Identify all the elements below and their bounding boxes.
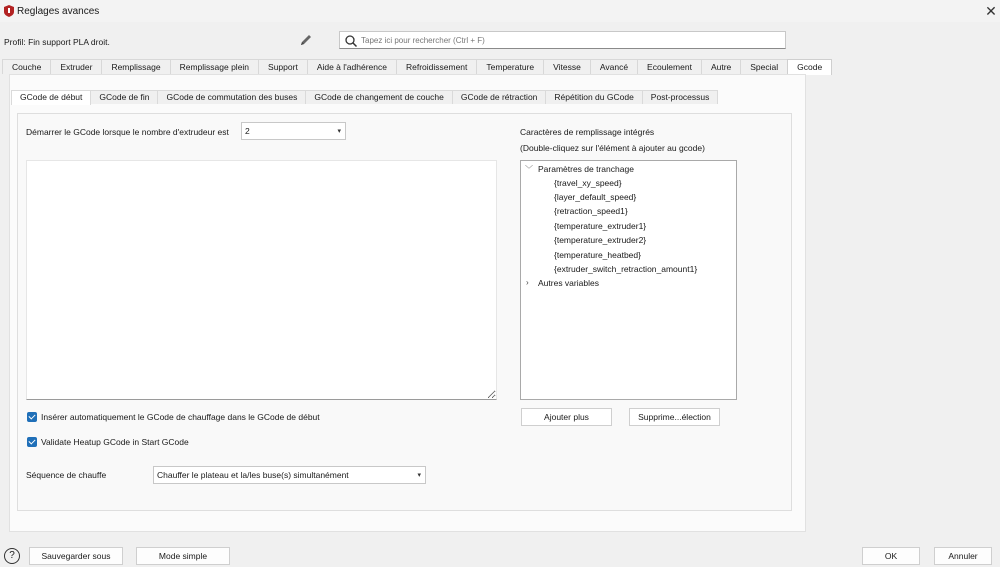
placeholders-hint: (Double-cliquez sur l'élément à ajouter au gcode) <box>520 143 705 153</box>
chevron-down-icon[interactable]: ﹀ <box>525 165 533 174</box>
tab-autre[interactable]: Autre <box>701 59 741 74</box>
tab-remplissage[interactable]: Remplissage <box>101 59 170 74</box>
extruder-count-value: 2 <box>245 126 250 136</box>
tree-item[interactable]: {temperature_extruder2} <box>554 235 647 245</box>
tree-item[interactable]: {extruder_switch_retraction_amount1} <box>554 264 698 274</box>
tab-gcode-commutation[interactable]: GCode de commutation des buses <box>157 90 306 104</box>
placeholders-title: Caractères de remplissage intégrés <box>520 127 655 137</box>
tab-ecoulement[interactable]: Ecoulement <box>637 59 702 74</box>
auto-insert-checkbox[interactable] <box>27 412 37 422</box>
help-icon[interactable]: ? <box>4 548 20 564</box>
search-box[interactable] <box>339 31 786 49</box>
search-icon <box>344 34 358 48</box>
settings-tab-bar <box>2 59 831 74</box>
heat-sequence-select[interactable] <box>153 466 426 484</box>
pencil-icon[interactable] <box>298 32 314 48</box>
ok-button[interactable]: OK <box>862 547 920 565</box>
tab-gcode-fin[interactable]: GCode de fin <box>90 90 158 104</box>
close-icon[interactable]: ✕ <box>985 3 997 19</box>
dropdown-arrow-icon: ▾ <box>417 472 421 479</box>
extruder-count-select[interactable] <box>241 122 346 140</box>
tab-vitesse[interactable]: Vitesse <box>543 59 591 74</box>
tab-gcode[interactable]: Gcode <box>787 59 832 75</box>
tab-refroidissement[interactable]: Refroidissement <box>396 59 477 74</box>
tab-extruder[interactable]: Extruder <box>50 59 102 74</box>
app-icon <box>4 5 14 17</box>
heat-sequence-value: Chauffer le plateau et la/les buse(s) simultanément <box>157 470 349 480</box>
auto-insert-label: Insérer automatiquement le GCode de chauffage dans le GCode de début <box>41 412 320 422</box>
tree-item[interactable]: {temperature_heatbed} <box>554 250 641 260</box>
tab-repetition-gcode[interactable]: Répétition du GCode <box>545 90 642 104</box>
heat-sequence-label: Séquence de chauffe <box>26 470 107 480</box>
tab-gcode-retraction[interactable]: GCode de rétraction <box>452 90 547 104</box>
profile-label: Profil: Fin support PLA droit. <box>4 37 110 47</box>
validate-heatup-checkbox[interactable] <box>27 437 37 447</box>
extruder-count-label: Démarrer le GCode lorsque le nombre d'extrudeur est <box>26 127 229 137</box>
dropdown-arrow-icon: ▾ <box>337 128 341 135</box>
window-title: Reglages avances <box>17 6 100 17</box>
tree-group-other[interactable]: Autres variables <box>538 278 599 288</box>
tab-special[interactable]: Special <box>740 59 788 74</box>
simple-mode-button[interactable]: Mode simple <box>136 547 230 565</box>
chevron-right-icon[interactable]: › <box>526 278 529 287</box>
gcode-editor[interactable] <box>26 160 497 400</box>
tab-remplissage-plein[interactable]: Remplissage plein <box>170 59 259 74</box>
tree-item[interactable]: {layer_default_speed} <box>554 192 637 202</box>
tree-item[interactable]: {temperature_extruder1} <box>554 221 647 231</box>
tab-avance[interactable]: Avancé <box>590 59 638 74</box>
tab-couche[interactable]: Couche <box>2 59 51 74</box>
validate-heatup-label: Validate Heatup GCode in Start GCode <box>41 437 189 447</box>
title-bar <box>0 0 1000 22</box>
tab-adherence[interactable]: Aide à l'adhérence <box>307 59 397 74</box>
add-more-button[interactable]: Ajouter plus <box>521 408 612 426</box>
cancel-button[interactable]: Annuler <box>934 547 992 565</box>
save-as-button[interactable]: Sauvegarder sous <box>29 547 123 565</box>
delete-selection-button[interactable]: Supprime...élection <box>629 408 720 426</box>
placeholder-tree[interactable] <box>520 160 737 400</box>
tree-group-slicing[interactable]: Paramètres de tranchage <box>538 164 634 174</box>
tab-temperature[interactable]: Temperature <box>476 59 544 74</box>
tab-gcode-debut[interactable]: GCode de début <box>11 90 91 105</box>
gcode-tab-bar <box>11 90 717 104</box>
tab-gcode-changement-couche[interactable]: GCode de changement de couche <box>305 90 452 104</box>
tab-support[interactable]: Support <box>258 59 308 74</box>
tab-post-processus[interactable]: Post-processus <box>642 90 719 104</box>
tree-item[interactable]: {travel_xy_speed} <box>554 178 622 188</box>
search-input[interactable] <box>361 34 781 47</box>
tree-item[interactable]: {retraction_speed1} <box>554 206 628 216</box>
